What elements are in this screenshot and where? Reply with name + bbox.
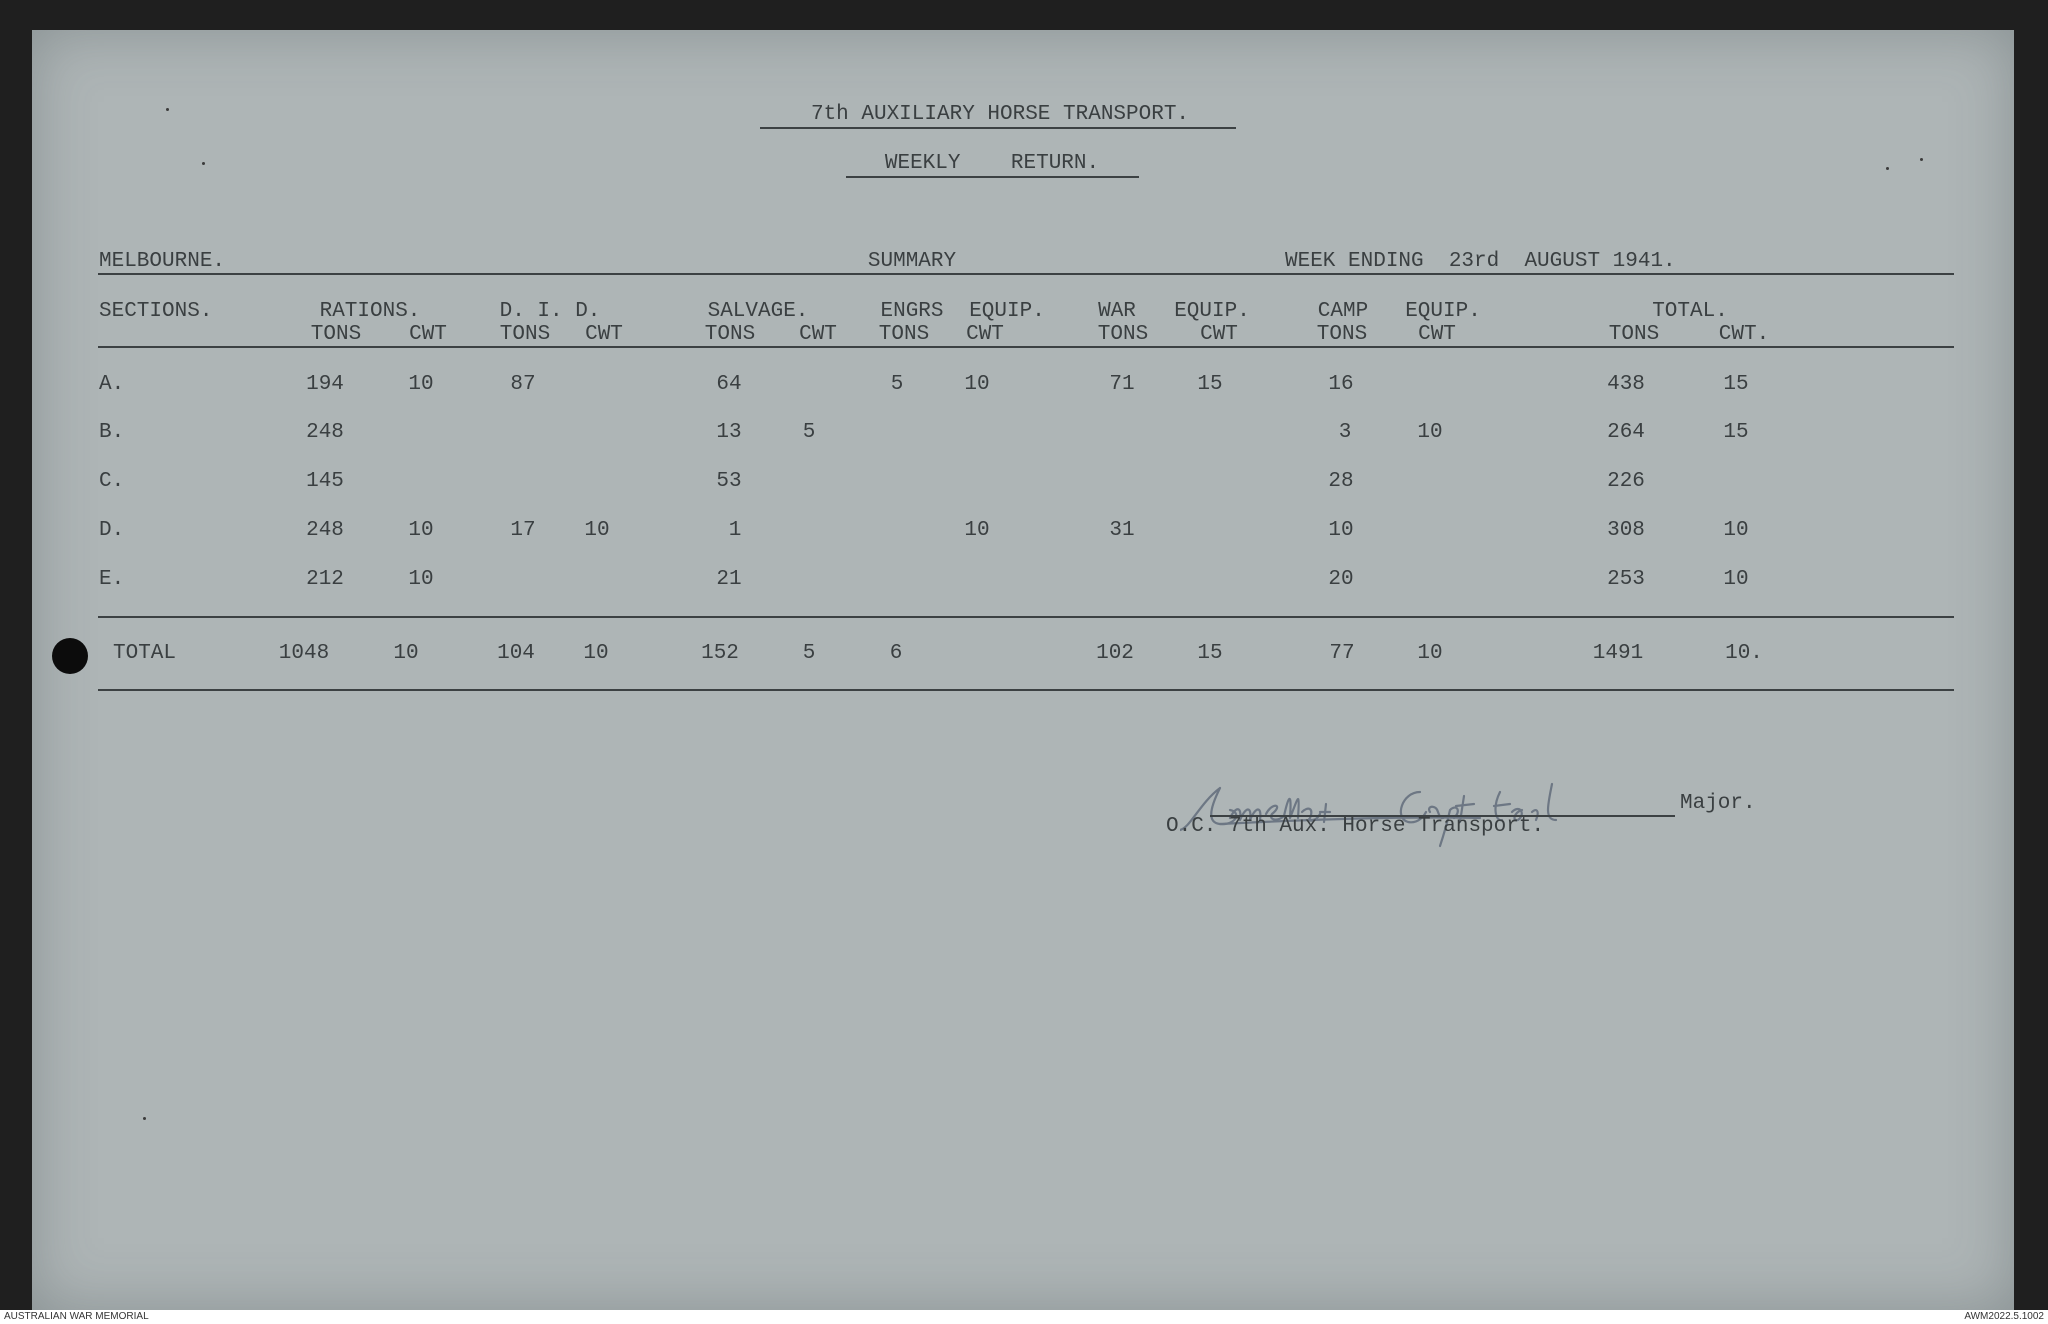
paper-speck bbox=[166, 108, 169, 111]
row-d-engrs-cwt: 10 bbox=[964, 519, 990, 542]
document-title: 7th AUXILIARY HORSE TRANSPORT. bbox=[810, 103, 1190, 126]
row-e-section: E. bbox=[99, 568, 125, 591]
header-did: D. I. D. bbox=[499, 300, 601, 323]
header-war-equip: EQUIP. bbox=[1174, 300, 1250, 323]
subheader-war-cwt: CWT bbox=[1200, 323, 1238, 346]
document-subtitle: WEEKLY RETURN. bbox=[884, 152, 1100, 175]
totals-camp-tons: 77 bbox=[1329, 642, 1355, 665]
totals-did-tons: 104 bbox=[497, 642, 535, 665]
subheader-rations-cwt: CWT bbox=[409, 323, 447, 346]
row-e-rations-tons: 212 bbox=[306, 568, 344, 591]
header-rule bbox=[98, 273, 1954, 275]
row-b-camp-tons: 3 bbox=[1338, 421, 1352, 444]
row-c-total-tons: 226 bbox=[1607, 470, 1645, 493]
subheader-rule bbox=[98, 346, 1954, 348]
row-b-total-cwt: 15 bbox=[1723, 421, 1749, 444]
row-b-total-tons: 264 bbox=[1607, 421, 1645, 444]
week-ending-label: WEEK ENDING 23rd AUGUST 1941. bbox=[1285, 250, 1676, 273]
totals-rations-tons: 1048 bbox=[278, 642, 330, 665]
row-e-rations-cwt: 10 bbox=[408, 568, 434, 591]
row-d-rations-tons: 248 bbox=[306, 519, 344, 542]
subheader-camp-cwt: CWT bbox=[1418, 323, 1456, 346]
row-d-total-cwt: 10 bbox=[1723, 519, 1749, 542]
row-a-camp-tons: 16 bbox=[1328, 373, 1354, 396]
footer-left: AUSTRALIAN WAR MEMORIAL bbox=[4, 1311, 149, 1322]
subheader-war-tons: TONS bbox=[1097, 323, 1149, 346]
header-rations: RATIONS. bbox=[319, 300, 421, 323]
row-a-war-tons: 71 bbox=[1109, 373, 1135, 396]
header-salvage: SALVAGE. bbox=[707, 300, 809, 323]
row-a-engrs-tons: 5 bbox=[890, 373, 904, 396]
row-d-did-tons: 17 bbox=[510, 519, 536, 542]
paper-speck bbox=[1886, 167, 1889, 170]
header-engrs-equip: EQUIP. bbox=[969, 300, 1045, 323]
paper-speck bbox=[143, 1117, 146, 1120]
row-d-rations-cwt: 10 bbox=[408, 519, 434, 542]
subheader-total-cwt: CWT. bbox=[1718, 323, 1770, 346]
document-page bbox=[32, 30, 2014, 1310]
header-sections: SECTIONS. bbox=[99, 300, 213, 323]
totals-war-tons: 102 bbox=[1096, 642, 1134, 665]
punch-hole bbox=[52, 638, 88, 674]
subheader-engrs-tons: TONS bbox=[878, 323, 930, 346]
row-a-engrs-cwt: 10 bbox=[964, 373, 990, 396]
totals-total-tons: 1491 bbox=[1592, 642, 1644, 665]
row-b-salvage-cwt: 5 bbox=[802, 421, 816, 444]
handwritten-signature bbox=[1180, 748, 1620, 858]
title-underline bbox=[760, 127, 1236, 129]
row-a-section: A. bbox=[99, 373, 125, 396]
totals-did-cwt: 10 bbox=[583, 642, 609, 665]
row-b-rations-tons: 248 bbox=[306, 421, 344, 444]
subheader-engrs-cwt: CWT bbox=[966, 323, 1004, 346]
row-e-total-cwt: 10 bbox=[1723, 568, 1749, 591]
archive-footer bbox=[0, 1310, 2048, 1324]
row-d-total-tons: 308 bbox=[1607, 519, 1645, 542]
row-a-total-cwt: 15 bbox=[1723, 373, 1749, 396]
row-d-war-tons: 31 bbox=[1109, 519, 1135, 542]
totals-camp-cwt: 10 bbox=[1417, 642, 1443, 665]
row-c-rations-tons: 145 bbox=[306, 470, 344, 493]
header-engrs: ENGRS bbox=[880, 300, 944, 323]
totals-total-cwt: 10. bbox=[1725, 642, 1763, 665]
totals-rations-cwt: 10 bbox=[393, 642, 419, 665]
row-a-did-tons: 87 bbox=[510, 373, 536, 396]
subheader-salvage-cwt: CWT bbox=[799, 323, 837, 346]
row-d-salvage-tons: 1 bbox=[728, 519, 742, 542]
header-total: TOTAL. bbox=[1652, 300, 1728, 323]
signature-rank: Major. bbox=[1680, 792, 1756, 815]
row-d-did-cwt: 10 bbox=[584, 519, 610, 542]
row-e-camp-tons: 20 bbox=[1328, 568, 1354, 591]
subheader-total-tons: TONS bbox=[1608, 323, 1660, 346]
row-d-camp-tons: 10 bbox=[1328, 519, 1354, 542]
totals-war-cwt: 15 bbox=[1197, 642, 1223, 665]
footer-right: AWM2022.5.1002 bbox=[1964, 1311, 2044, 1322]
row-a-total-tons: 438 bbox=[1607, 373, 1645, 396]
signature-title: O.C. 7th Aux. Horse Transport. bbox=[1166, 815, 1545, 838]
subheader-rations-tons: TONS bbox=[310, 323, 362, 346]
row-b-salvage-tons: 13 bbox=[716, 421, 742, 444]
header-camp-equip: EQUIP. bbox=[1405, 300, 1481, 323]
subheader-camp-tons: TONS bbox=[1316, 323, 1368, 346]
row-a-salvage-tons: 64 bbox=[716, 373, 742, 396]
row-d-section: D. bbox=[99, 519, 125, 542]
row-a-rations-cwt: 10 bbox=[408, 373, 434, 396]
row-c-section: C. bbox=[99, 470, 125, 493]
row-b-camp-cwt: 10 bbox=[1417, 421, 1443, 444]
row-e-salvage-tons: 21 bbox=[716, 568, 742, 591]
row-c-salvage-tons: 53 bbox=[716, 470, 742, 493]
subheader-did-tons: TONS bbox=[499, 323, 551, 346]
row-a-war-cwt: 15 bbox=[1197, 373, 1223, 396]
summary-label: SUMMARY bbox=[867, 250, 957, 273]
totals-top-rule bbox=[98, 616, 1954, 618]
header-war: WAR bbox=[1098, 300, 1136, 323]
totals-salvage-cwt: 5 bbox=[802, 642, 816, 665]
totals-bottom-rule bbox=[98, 689, 1954, 691]
row-b-section: B. bbox=[99, 421, 125, 444]
totals-label: TOTAL bbox=[113, 642, 177, 665]
row-c-camp-tons: 28 bbox=[1328, 470, 1354, 493]
subtitle-underline bbox=[846, 176, 1139, 178]
row-e-total-tons: 253 bbox=[1607, 568, 1645, 591]
paper-speck bbox=[202, 162, 205, 165]
totals-engrs-tons: 6 bbox=[889, 642, 903, 665]
row-a-rations-tons: 194 bbox=[306, 373, 344, 396]
header-camp: CAMP bbox=[1317, 300, 1369, 323]
totals-salvage-tons: 152 bbox=[701, 642, 739, 665]
subheader-salvage-tons: TONS bbox=[704, 323, 756, 346]
subheader-did-cwt: CWT bbox=[585, 323, 623, 346]
location-label: MELBOURNE. bbox=[99, 250, 226, 273]
paper-speck bbox=[1920, 158, 1923, 161]
